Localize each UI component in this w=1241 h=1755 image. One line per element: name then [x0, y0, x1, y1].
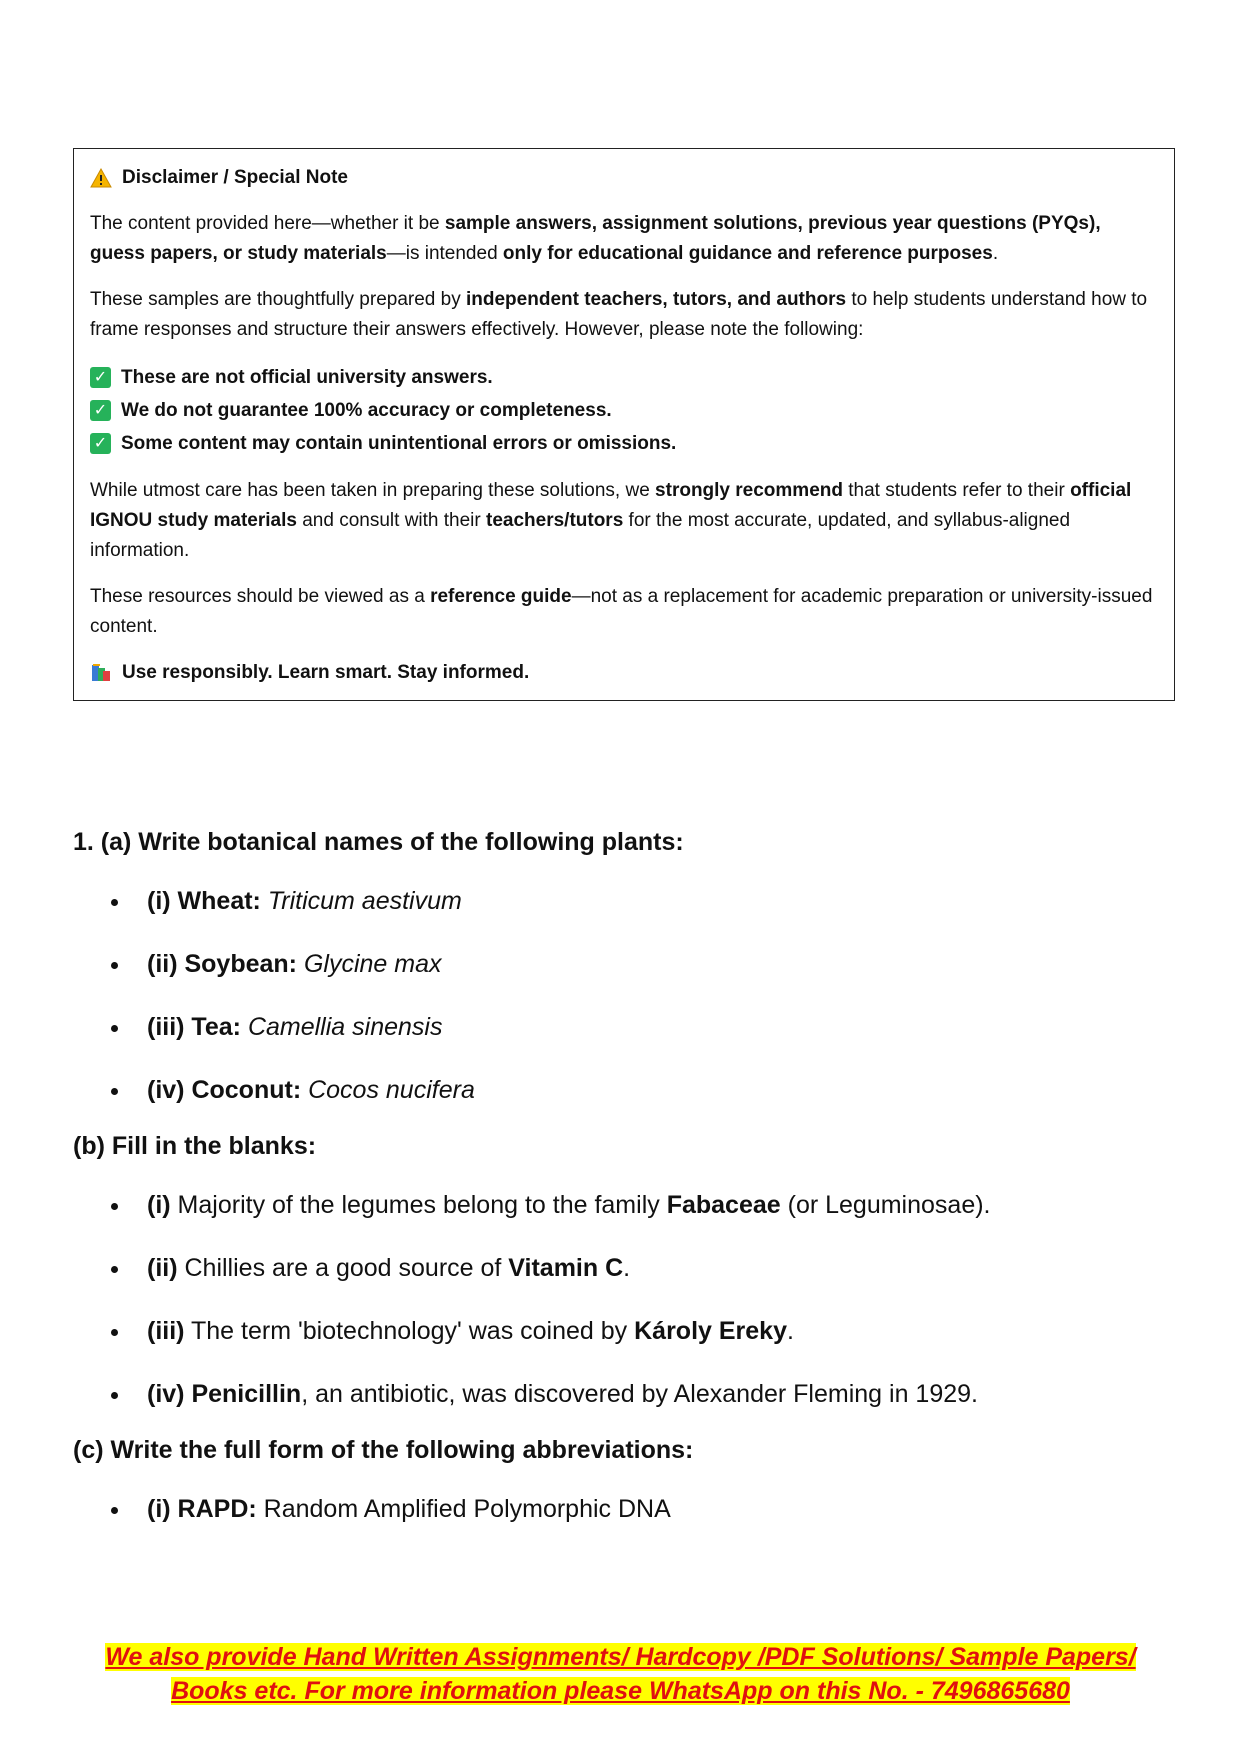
check-icon: ✓	[90, 367, 111, 388]
question-1b-heading: (b) Fill in the blanks:	[73, 1132, 317, 1160]
answer-content	[73, 822, 1173, 1541]
botanical-names-list	[73, 870, 1173, 1122]
disclaimer-title: Disclaimer / Special Note	[90, 163, 1158, 193]
check-item: ✓ We do not guarantee 100% accuracy or completeness.	[90, 394, 1158, 427]
promo-banner	[0, 1640, 1241, 1708]
disclaimer-paragraph-1: The content provided here—whether it be sample answers, assignment solutions, previous year questions (PYQs), guess papers, or study materials—is intended only for educational guidance and reference purposes.	[90, 213, 1101, 264]
list-item: (iii) The term 'biotechnology' was coined by Károly Ereky.	[73, 1300, 1173, 1363]
disclaimer-check-list	[90, 361, 1158, 460]
check-item: ✓ Some content may contain unintentional errors or omissions.	[90, 427, 1158, 460]
check-icon: ✓	[90, 433, 111, 454]
disclaimer-box	[73, 148, 1175, 701]
fill-blanks-list	[73, 1174, 1173, 1426]
disclaimer-paragraph-2: These samples are thoughtfully prepared by independent teachers, tutors, and authors to help students understand how to frame responses and structure their answers effectively. However, please note the following:	[90, 289, 1148, 340]
list-item: (i) RAPD: Random Amplified Polymorphic DNA	[73, 1478, 1173, 1541]
list-item: (i) Wheat: Triticum aestivum	[73, 870, 1173, 933]
check-item: ✓ These are not official university answers.	[90, 361, 1158, 394]
promo-line-1: We also provide Hand Written Assignments/ Hardcopy /PDF Solutions/ Sample Papers/	[105, 1643, 1136, 1671]
list-item: (ii) Soybean: Glycine max	[73, 933, 1173, 996]
disclaimer-paragraph-4: These resources should be viewed as a reference guide—not as a replacement for academic preparation or university-issued content.	[90, 586, 1153, 637]
disclaimer-closing: Use responsibly. Learn smart. Stay informed.	[90, 658, 1158, 688]
list-item: (iv) Coconut: Cocos nucifera	[73, 1059, 1173, 1122]
list-item: (iii) Tea: Camellia sinensis	[73, 996, 1173, 1059]
question-1a-heading: 1. (a) Write botanical names of the following plants:	[73, 828, 684, 856]
warning-icon	[90, 168, 112, 188]
promo-line-2: Books etc. For more information please WhatsApp on this No. - 7496865680	[171, 1677, 1070, 1705]
list-item: (iv) Penicillin, an antibiotic, was discovered by Alexander Fleming in 1929.	[73, 1363, 1173, 1426]
check-icon: ✓	[90, 400, 111, 421]
disclaimer-paragraph-3: While utmost care has been taken in preparing these solutions, we strongly recommend that students refer to their official IGNOU study materials and consult with their teachers/tutors for the most accurate, updated, and syllabus-aligned information.	[90, 480, 1132, 561]
books-icon	[90, 662, 112, 684]
abbreviations-list	[73, 1478, 1173, 1541]
question-1c-heading: (c) Write the full form of the following abbreviations:	[73, 1436, 694, 1464]
list-item: (i) Majority of the legumes belong to the family Fabaceae (or Leguminosae).	[73, 1174, 1173, 1237]
list-item: (ii) Chillies are a good source of Vitamin C.	[73, 1237, 1173, 1300]
